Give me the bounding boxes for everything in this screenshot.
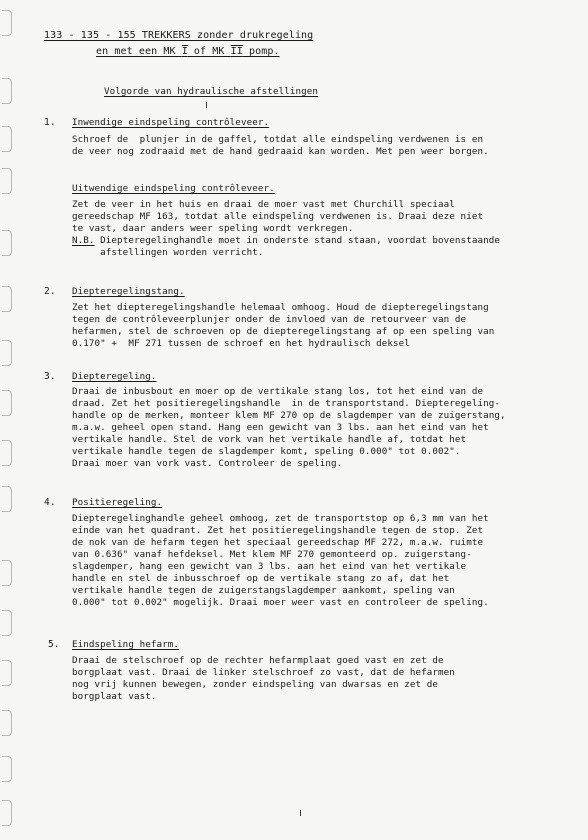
- doc-header-line1: 133 - 135 - 155 TREKKERS zonder drukregeling: [44, 30, 314, 41]
- section-5-line: Draai de stelschroef op de rechter hefarmplaat goed vast en zet de: [72, 655, 444, 666]
- section-4-line: einde van het quadrant. Zet het positieregelingshandle tegen de stop. Zet: [72, 525, 484, 536]
- section-1b-line: Zet de veer in het huis en draai de moer vast met Churchill speciaal: [72, 199, 455, 210]
- section-1b-heading: Uitwendige eindspeling contrôleveer.: [72, 183, 275, 194]
- section-1-heading: Inwendige eindspeling contrôleveer.: [72, 117, 270, 128]
- section-4-line: handle en stel de inbusschroef op de vertikale stang zo af, dat het: [72, 573, 450, 584]
- section-5-line: borgplaat vast. Draai de linker stelschroef zo vast, dat de hefarmen: [72, 667, 455, 678]
- section-4-number: 4.: [44, 497, 56, 508]
- section-3-line: vertikale handle. Stel de vork van het vertikale handle af, totdat het: [72, 434, 467, 445]
- section-1b-note-line: afstellingen worden verricht.: [72, 247, 264, 258]
- section-4-line: de nok van de hefarm tegen het speciaal gereedschap MF 272, m.a.w. ruimte: [72, 537, 484, 548]
- section-4-line: 0.000" tot 0.002" mogelijk. Draai moer weer vast en controleer de speling.: [72, 597, 489, 608]
- section-3-line: draad. Zet het positieregelingshandle in de transportstand. Diepteregeling-: [72, 398, 500, 409]
- doc-header-line2: en met een MK I of MK II pomp.: [96, 46, 280, 57]
- section-4-line: van 0.636" vanaf hefdeksel. Met klem MF 270 gemonteerd op. zuigerstang-: [72, 549, 472, 560]
- section-1b-line: gereedschap MF 163, totdat alle eindspeling verdwenen is. Draai deze niet: [72, 211, 484, 222]
- section-2-line: hefarmen, stel de schroeven op de diepteregelingstang af op een speling van: [72, 326, 495, 337]
- section-4-line: slagdemper, hang een gewicht van 3 lbs. aan het eind van het vertikale: [72, 561, 467, 572]
- section-1-number: 1.: [44, 117, 56, 128]
- section-3-line: vertikale handle tegen de slagdemper komt, speling 0.000" tot 0.002".: [72, 446, 461, 457]
- section-1b-line: te vast, daar anders weer speling wordt verkregen.: [72, 223, 354, 234]
- section-2-heading: Diepteregelingstang.: [72, 286, 185, 297]
- section-5-number: 5.: [48, 639, 60, 650]
- section-3-line: Draai moer van vork vast. Controleer de speling.: [72, 458, 343, 469]
- section-3-number: 3.: [44, 371, 56, 382]
- section-5-line: borgplaat vast.: [72, 691, 157, 702]
- pen-mark: [206, 102, 207, 108]
- section-1-line: Schroef de plunjer in de gaffel, totdat alle eindspeling verdwenen is en: [72, 134, 484, 145]
- section-2-line: Zet het diepteregelingshandle helemaal omhoog. Houd de diepteregelingstang: [72, 302, 489, 313]
- doc-title: Volgorde van hydraulische afstellingen: [104, 86, 318, 97]
- section-3-heading: Diepteregeling.: [72, 371, 157, 382]
- section-2-line: tegen de contrôleveerplunjer onder de invloed van de retourveer van de: [72, 314, 467, 325]
- pen-mark: [300, 810, 301, 816]
- section-2-number: 2.: [44, 286, 56, 297]
- section-5-line: nog vrij kunnen bewegen, zonder eindspeling van dwarsas en zet de: [72, 679, 439, 690]
- section-3-line: m.a.w. geheel open stand. Hang een gewicht van 3 lbs. aan het eind van het: [72, 422, 489, 433]
- section-4-heading: Positieregeling.: [72, 497, 163, 508]
- section-1b-note: N.B. Diepteregelinghandle moet in onderste stand staan, voordat bovenstaande: [72, 235, 500, 246]
- section-4-line: Diepteregelinghandle geheel omhoog, zet de transportstop op 6,3 mm van het: [72, 513, 489, 524]
- section-3-line: handle op de merken, monteer klem MF 270 op de slagdemper van de zuigerstang,: [72, 410, 506, 421]
- section-5-heading: Eindspeling hefarm.: [72, 639, 179, 650]
- section-3-line: Draai de inbusbout en moer op de vertikale stang los, tot het eind van de: [72, 386, 484, 397]
- section-4-line: vertikale handle tegen de zuigerstangslagdemper aankomt, speling van: [72, 585, 455, 596]
- section-2-line: 0.170" + MF 271 tussen de schroef en het hydraulisch deksel: [72, 338, 410, 349]
- section-1-line: de veer nog zodraaid met de hand gedraaid kan worden. Met pen weer borgen.: [72, 146, 489, 157]
